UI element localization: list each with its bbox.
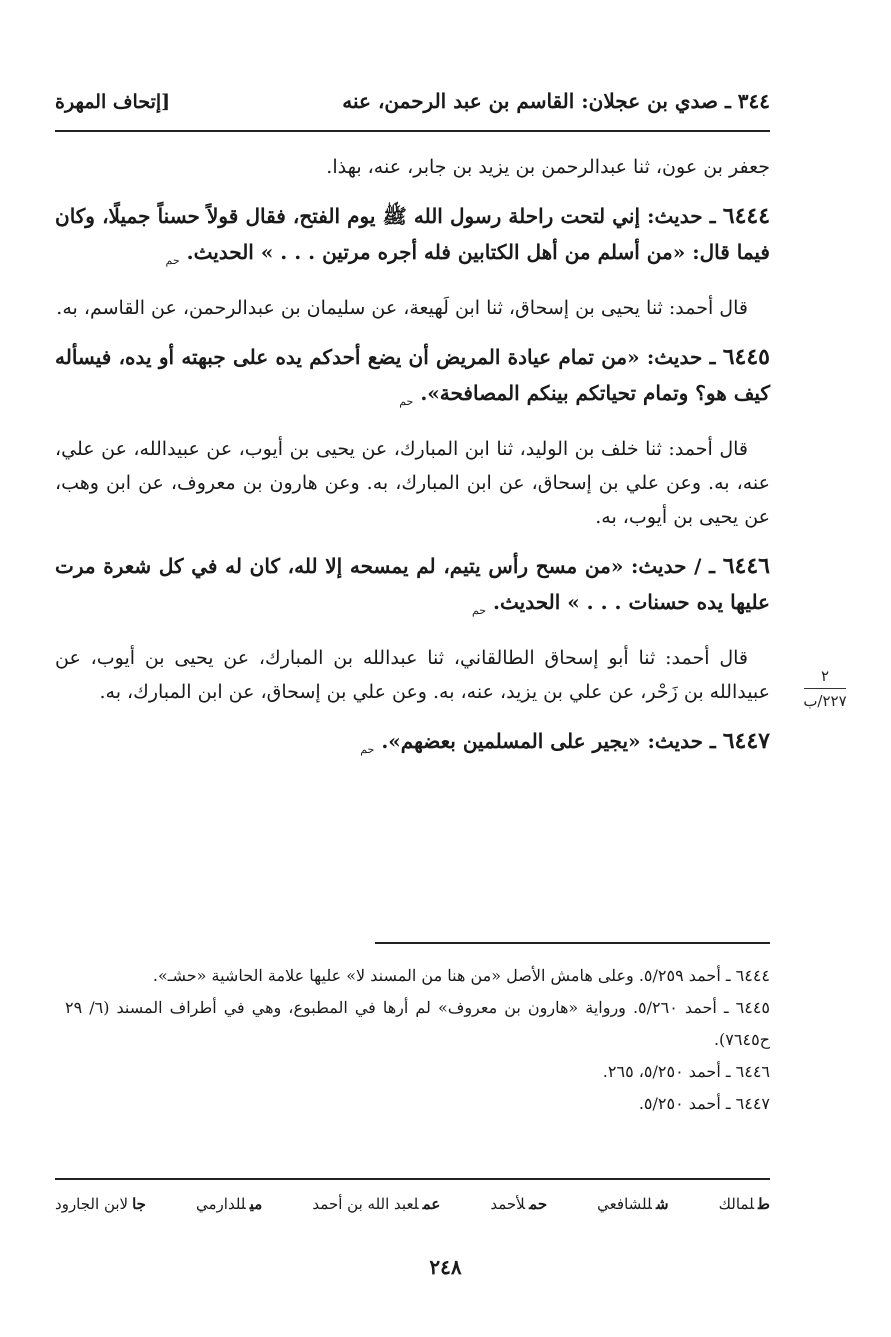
source-mark: حم [399, 395, 414, 408]
source-mark: حم [165, 254, 180, 267]
footnotes [65, 960, 770, 1120]
footnote-6444: ٦٤٤٤ ـ أحمد ٥/٢٥٩. وعلى هامش الأصل «من هنا من المسند لا» عليها علامة الحاشية «حشـ». [152, 966, 770, 985]
hadith-number: ٦٤٤٤ [722, 203, 771, 229]
abbreviation-label: للشافعي [597, 1195, 652, 1213]
folio-note-top: ٢ [820, 667, 830, 685]
intro-paragraph: جعفر بن عون، ثنا عبدالرحمن بن يزيد بن جابر، عنه، بهذا. [326, 156, 770, 178]
folio-note-bottom: ٢٢٧/ب [803, 692, 847, 710]
hadith-6445 [55, 339, 770, 420]
narration-6444: قال أحمد: ثنا يحيى بن إسحاق، ثنا ابن لَهيعة، عن سليمان بن عبدالرحمن، عن القاسم، به. [56, 297, 748, 319]
running-header [55, 80, 770, 122]
page-number: ٢٤٨ [429, 1255, 462, 1279]
hadith-text: ـ / حديث: «من مسح رأس يتيم، لم يمسحه إلا لله، كان له في كل شعرة مرت عليها يده حسنات . . . » الحديث. [55, 554, 770, 614]
footnote-6445: ٦٤٤٥ ـ أحمد ٥/٢٦٠. ورواية «هارون بن معروف» لم أرها في المطبوع، وهي في أطراف المسند (٦/ ٢٩ ح٧٦٤٥). [65, 998, 770, 1049]
abbreviation-code: ش [655, 1195, 669, 1213]
hadith-text: ـ حديث: «من تمام عيادة المريض أن يضع أحدكم يده على جبهته أو يده، فيسأله كيف هو؟ وتمام تحياتكم بينكم المصافحة». [55, 345, 770, 405]
abbreviation-code: حم [529, 1195, 548, 1213]
footnote-6447: ٦٤٤٧ ـ أحمد ٥/٢٥٠. [638, 1094, 770, 1113]
abbreviation-code: جا [132, 1195, 146, 1213]
hadith-number: ٦٤٤٥ [722, 344, 770, 370]
header-rule [55, 130, 770, 132]
hadith-text: ـ حديث: «يجير على المسلمين بعضهم». [381, 729, 716, 753]
folio-note-divider [804, 688, 846, 689]
abbreviation-item [55, 1195, 146, 1213]
header-title: ٣٤٤ ـ صدي بن عجلان: القاسم بن عبد الرحمن، عنه [342, 89, 770, 113]
hadith-text: ـ حديث: إني لتحت راحلة رسول الله ﷺ يوم الفتح، فقال قولاً حسناً جميلًا، وكان فيما قال: «من أسلم من أهل الكتابين فله أجره مرتين . . . » الحديث. [55, 204, 770, 264]
manuscript-folio-note [800, 666, 850, 711]
abbreviation-item [196, 1195, 262, 1213]
source-mark: حم [360, 743, 375, 756]
abbreviation-label: لأحمد [490, 1195, 526, 1213]
hadith-number: ٦٤٤٦ [722, 553, 770, 579]
abbreviation-label: لعبد الله بن أحمد [312, 1195, 419, 1213]
abbreviation-label: لابن الجارود [55, 1195, 129, 1213]
abbreviation-item [312, 1195, 440, 1213]
abbreviation-code: مي [249, 1195, 263, 1213]
abbreviation-item [719, 1195, 770, 1213]
abbreviations-key [55, 1195, 770, 1213]
header-book-title: [إتحاف المهرة [55, 91, 171, 113]
hadith-6447 [55, 723, 770, 768]
page-content [55, 80, 770, 768]
hadith-number: ٦٤٤٧ [722, 728, 770, 754]
abbreviation-code: ط [758, 1195, 770, 1213]
abbreviation-item [490, 1195, 547, 1213]
narration-6446: قال أحمد: ثنا أبو إسحاق الطالقاني، ثنا عبدالله بن المبارك، عن يحيى بن أيوب، عن عبيدالله بن زَحْر، عن علي بن يزيد، عنه، به. وعن علي بن إسحاق، عن ابن المبارك، به. [55, 647, 770, 703]
main-text [55, 150, 770, 768]
abbreviation-code: عم [422, 1195, 441, 1213]
abbreviation-label: للدارمي [196, 1195, 246, 1213]
source-mark: حم [471, 604, 487, 617]
abbreviation-item [597, 1195, 668, 1213]
narration-6445: قال أحمد: ثنا خلف بن الوليد، ثنا ابن المبارك، عن يحيى بن أيوب، عن عبيدالله، عن علي، عنه، به. وعن علي بن إسحاق، عن ابن المبارك، به. وعن هارون بن معروف، عن ابن وهب، عن يحيى بن أيوب، به. [55, 438, 770, 528]
hadith-6446 [55, 548, 770, 629]
hadith-6444 [55, 198, 770, 279]
footnote-rule [375, 942, 770, 944]
abbreviations-rule [55, 1178, 770, 1180]
abbreviation-label: لمالك [718, 1195, 755, 1213]
footnote-6446: ٦٤٤٦ ـ أحمد ٥/٢٥٠، ٢٦٥. [602, 1062, 770, 1081]
